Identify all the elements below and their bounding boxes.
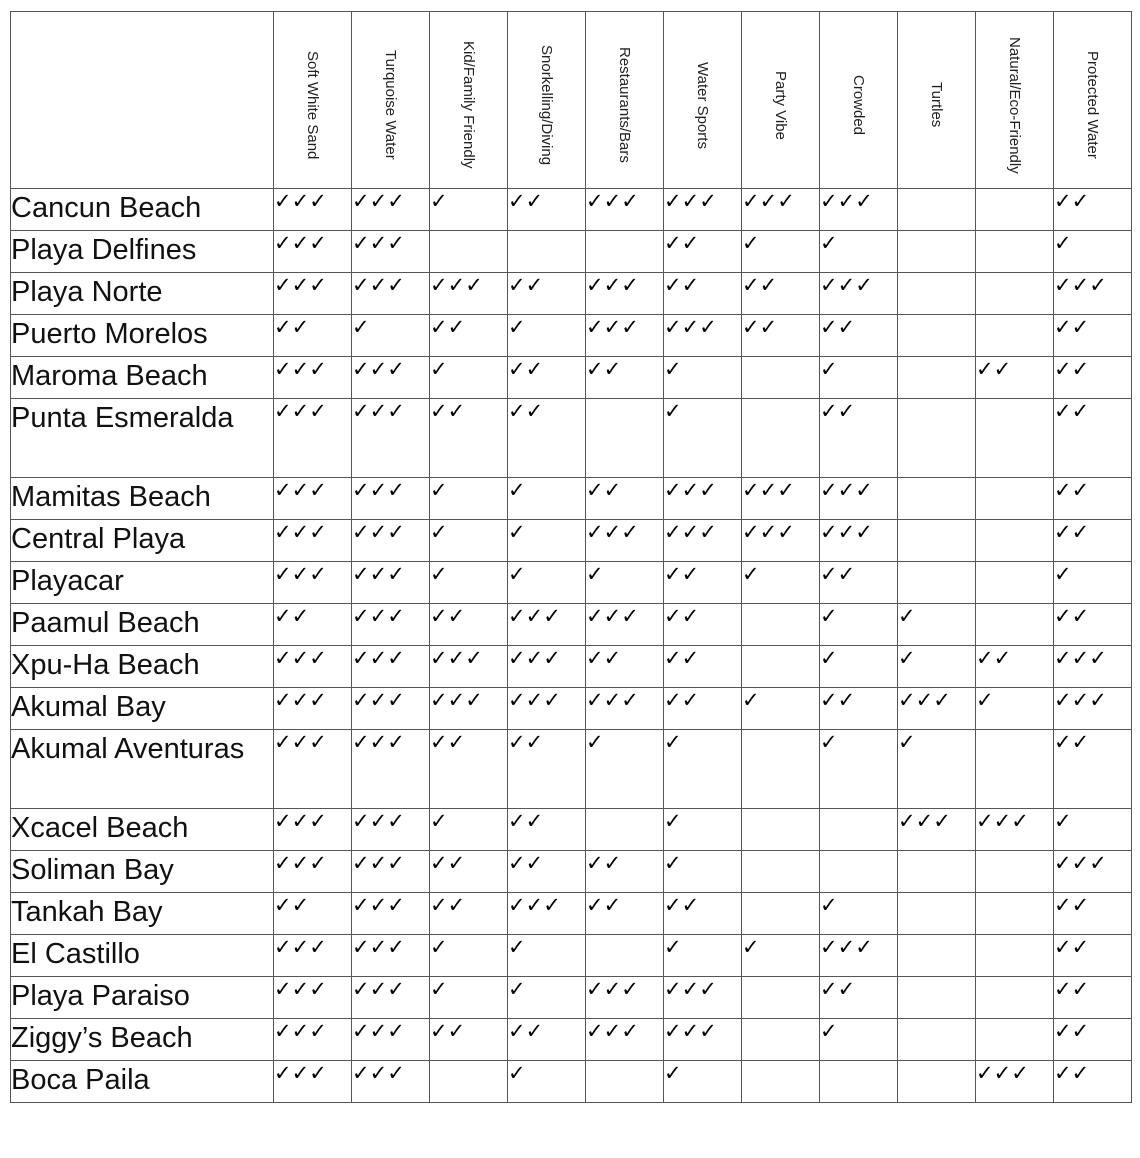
header-corner-cell: [11, 12, 274, 189]
column-header: [586, 12, 664, 189]
rating-cell: ✓: [976, 688, 1054, 730]
rating-cell: ✓✓: [430, 730, 508, 809]
rating-cell: [742, 646, 820, 688]
rating-cell: [898, 562, 976, 604]
table-row: [11, 189, 1132, 231]
table-row: [11, 688, 1132, 730]
rating-cell: ✓: [898, 730, 976, 809]
rating-cell: ✓✓✓: [352, 273, 430, 315]
beach-name-cell: Xcacel Beach: [11, 809, 274, 851]
rating-cell: [976, 231, 1054, 273]
rating-cell: ✓: [898, 646, 976, 688]
rating-cell: [742, 851, 820, 893]
rating-cell: ✓✓✓: [352, 809, 430, 851]
rating-cell: ✓: [664, 357, 742, 399]
table-row: [11, 357, 1132, 399]
rating-cell: ✓✓✓: [742, 520, 820, 562]
column-header: [820, 12, 898, 189]
rating-cell: ✓✓: [274, 604, 352, 646]
rating-cell: [586, 935, 664, 977]
beach-name-cell: Maroma Beach: [11, 357, 274, 399]
rating-cell: ✓✓: [430, 893, 508, 935]
rating-cell: ✓✓✓: [274, 1019, 352, 1061]
rating-cell: [898, 1019, 976, 1061]
rating-cell: ✓✓: [1054, 893, 1132, 935]
rating-cell: [976, 399, 1054, 478]
beach-name-cell: Punta Esmeralda: [11, 399, 274, 478]
rating-cell: ✓: [820, 893, 898, 935]
rating-cell: [820, 809, 898, 851]
rating-cell: ✓: [742, 231, 820, 273]
table-row: [11, 1019, 1132, 1061]
rating-cell: ✓✓: [586, 851, 664, 893]
rating-cell: ✓✓: [664, 562, 742, 604]
rating-cell: ✓: [508, 520, 586, 562]
rating-cell: ✓: [820, 730, 898, 809]
rating-cell: ✓✓✓: [352, 231, 430, 273]
rating-cell: ✓: [586, 562, 664, 604]
rating-cell: ✓✓✓: [274, 231, 352, 273]
rating-cell: ✓✓✓: [274, 562, 352, 604]
rating-cell: [586, 231, 664, 273]
rating-cell: ✓✓: [1054, 730, 1132, 809]
rating-cell: ✓✓: [274, 315, 352, 357]
table-row: [11, 851, 1132, 893]
rating-cell: [898, 851, 976, 893]
rating-cell: ✓: [664, 399, 742, 478]
table-row: [11, 646, 1132, 688]
column-header: [742, 12, 820, 189]
rating-cell: ✓✓: [1054, 399, 1132, 478]
table-row: [11, 977, 1132, 1019]
rating-cell: ✓✓✓: [586, 520, 664, 562]
rating-cell: ✓✓: [1054, 357, 1132, 399]
rating-cell: ✓✓: [664, 646, 742, 688]
column-header-label: Crowded: [850, 74, 867, 136]
rating-cell: ✓: [508, 478, 586, 520]
rating-cell: ✓: [586, 730, 664, 809]
table-row: [11, 935, 1132, 977]
rating-cell: ✓✓: [664, 688, 742, 730]
table-row: [11, 399, 1132, 478]
rating-cell: ✓✓✓: [352, 893, 430, 935]
rating-cell: ✓✓: [820, 399, 898, 478]
rating-cell: ✓✓: [586, 893, 664, 935]
table-row: [11, 730, 1132, 809]
rating-cell: ✓✓✓: [1054, 851, 1132, 893]
rating-cell: ✓✓: [820, 688, 898, 730]
rating-cell: ✓✓✓: [664, 478, 742, 520]
rating-cell: ✓✓✓: [898, 809, 976, 851]
rating-cell: ✓✓✓: [976, 809, 1054, 851]
rating-cell: ✓: [352, 315, 430, 357]
rating-cell: ✓✓: [508, 730, 586, 809]
rating-cell: ✓✓✓: [274, 357, 352, 399]
table-row: [11, 604, 1132, 646]
rating-cell: [898, 357, 976, 399]
rating-cell: ✓✓✓: [586, 688, 664, 730]
rating-cell: ✓✓✓: [352, 1061, 430, 1103]
table-row: [11, 1061, 1132, 1103]
beach-name-cell: Puerto Morelos: [11, 315, 274, 357]
rating-cell: [742, 893, 820, 935]
rating-cell: ✓✓✓: [352, 1019, 430, 1061]
rating-cell: ✓✓: [742, 315, 820, 357]
rating-cell: ✓✓✓: [430, 646, 508, 688]
rating-cell: ✓✓✓: [820, 189, 898, 231]
rating-cell: [976, 478, 1054, 520]
rating-cell: [898, 977, 976, 1019]
rating-cell: ✓✓: [820, 315, 898, 357]
rating-cell: ✓✓✓: [586, 1019, 664, 1061]
column-header-label: Soft White Sand: [304, 50, 321, 160]
rating-cell: [898, 399, 976, 478]
rating-cell: ✓✓✓: [508, 646, 586, 688]
column-header-label: Restaurants/Bars: [616, 47, 633, 163]
rating-cell: [976, 273, 1054, 315]
rating-cell: ✓✓✓: [274, 809, 352, 851]
rating-cell: ✓: [430, 809, 508, 851]
beach-name-cell: Paamul Beach: [11, 604, 274, 646]
beach-name-cell: Soliman Bay: [11, 851, 274, 893]
rating-cell: ✓✓✓: [352, 189, 430, 231]
rating-cell: ✓: [1054, 562, 1132, 604]
rating-cell: [742, 809, 820, 851]
rating-cell: ✓: [430, 357, 508, 399]
rating-cell: ✓✓✓: [352, 562, 430, 604]
rating-cell: ✓: [430, 520, 508, 562]
rating-cell: ✓✓: [508, 399, 586, 478]
rating-cell: ✓✓✓: [352, 357, 430, 399]
table-row: [11, 809, 1132, 851]
rating-cell: ✓✓✓: [664, 189, 742, 231]
rating-cell: ✓✓✓: [430, 688, 508, 730]
rating-cell: ✓: [664, 851, 742, 893]
rating-cell: ✓✓✓: [274, 935, 352, 977]
rating-cell: ✓✓: [742, 273, 820, 315]
rating-cell: [976, 315, 1054, 357]
rating-cell: ✓✓✓: [1054, 273, 1132, 315]
beach-name-cell: Playacar: [11, 562, 274, 604]
table-row: [11, 315, 1132, 357]
rating-cell: ✓✓: [664, 604, 742, 646]
rating-cell: [898, 478, 976, 520]
rating-cell: ✓: [820, 1019, 898, 1061]
rating-cell: ✓✓: [1054, 977, 1132, 1019]
rating-cell: ✓✓: [430, 1019, 508, 1061]
rating-cell: ✓✓: [1054, 520, 1132, 562]
beach-name-cell: Xpu-Ha Beach: [11, 646, 274, 688]
rating-cell: ✓✓: [664, 893, 742, 935]
rating-cell: ✓✓✓: [352, 935, 430, 977]
column-header-label: Snorkelling/Diving: [538, 44, 555, 166]
rating-cell: ✓✓✓: [1054, 646, 1132, 688]
rating-cell: ✓: [742, 935, 820, 977]
rating-cell: ✓✓✓: [352, 977, 430, 1019]
rating-cell: ✓✓: [508, 1019, 586, 1061]
rating-cell: ✓✓: [508, 851, 586, 893]
rating-cell: [586, 399, 664, 478]
rating-cell: ✓✓: [508, 809, 586, 851]
rating-cell: [430, 231, 508, 273]
rating-cell: ✓✓✓: [352, 520, 430, 562]
rating-cell: ✓: [430, 478, 508, 520]
column-header-label: Turquoise Water: [382, 50, 399, 160]
rating-cell: ✓✓✓: [274, 730, 352, 809]
rating-cell: ✓: [430, 935, 508, 977]
column-header-label: Turtles: [928, 82, 945, 128]
rating-cell: ✓: [508, 562, 586, 604]
rating-cell: ✓✓✓: [352, 730, 430, 809]
rating-cell: ✓✓✓: [820, 520, 898, 562]
rating-cell: ✓✓✓: [274, 478, 352, 520]
rating-cell: ✓✓: [586, 478, 664, 520]
rating-cell: ✓: [898, 604, 976, 646]
rating-cell: [976, 977, 1054, 1019]
rating-cell: [820, 1061, 898, 1103]
rating-cell: ✓✓: [976, 357, 1054, 399]
rating-cell: ✓: [820, 231, 898, 273]
table-row: [11, 562, 1132, 604]
column-header: [430, 12, 508, 189]
rating-cell: [430, 1061, 508, 1103]
column-header-label: Kid/Family Friendly: [460, 41, 477, 169]
rating-cell: ✓✓✓: [508, 688, 586, 730]
rating-cell: ✓✓: [664, 231, 742, 273]
rating-cell: ✓✓: [1054, 1019, 1132, 1061]
rating-cell: ✓✓: [1054, 1061, 1132, 1103]
rating-cell: ✓✓✓: [898, 688, 976, 730]
rating-cell: ✓✓✓: [586, 977, 664, 1019]
rating-cell: ✓✓✓: [352, 399, 430, 478]
rating-cell: ✓: [820, 604, 898, 646]
column-header: [1054, 12, 1132, 189]
column-header: [898, 12, 976, 189]
rating-cell: [508, 231, 586, 273]
rating-cell: ✓✓✓: [274, 273, 352, 315]
rating-cell: ✓✓✓: [742, 478, 820, 520]
rating-cell: ✓: [430, 189, 508, 231]
beach-name-cell: Cancun Beach: [11, 189, 274, 231]
rating-cell: [898, 273, 976, 315]
table-body: [11, 189, 1132, 1103]
rating-cell: ✓: [664, 809, 742, 851]
table-row: [11, 231, 1132, 273]
rating-cell: ✓✓: [1054, 604, 1132, 646]
rating-cell: ✓✓: [1054, 478, 1132, 520]
rating-cell: ✓✓✓: [274, 399, 352, 478]
rating-cell: ✓✓✓: [976, 1061, 1054, 1103]
rating-cell: ✓✓✓: [586, 315, 664, 357]
rating-cell: ✓✓✓: [430, 273, 508, 315]
rating-cell: [898, 231, 976, 273]
rating-cell: ✓✓: [508, 189, 586, 231]
rating-cell: ✓: [508, 935, 586, 977]
rating-cell: ✓✓✓: [820, 273, 898, 315]
rating-cell: ✓: [820, 646, 898, 688]
rating-cell: [898, 520, 976, 562]
rating-cell: [976, 1019, 1054, 1061]
rating-cell: ✓✓✓: [274, 189, 352, 231]
beach-name-cell: Playa Paraiso: [11, 977, 274, 1019]
rating-cell: ✓: [1054, 231, 1132, 273]
rating-cell: [742, 399, 820, 478]
rating-cell: [976, 935, 1054, 977]
beach-name-cell: Central Playa: [11, 520, 274, 562]
rating-cell: [898, 189, 976, 231]
rating-cell: ✓✓✓: [274, 977, 352, 1019]
column-header-label: Natural/Eco-Friendly: [1006, 36, 1023, 174]
column-header-label: Protected Water: [1084, 51, 1101, 159]
rating-cell: ✓✓✓: [664, 520, 742, 562]
rating-cell: ✓✓✓: [352, 604, 430, 646]
column-header: [274, 12, 352, 189]
column-header: [976, 12, 1054, 189]
rating-cell: ✓✓: [586, 646, 664, 688]
beach-name-cell: Playa Norte: [11, 273, 274, 315]
rating-cell: ✓✓✓: [586, 189, 664, 231]
rating-cell: ✓✓✓: [352, 646, 430, 688]
rating-cell: ✓✓: [508, 357, 586, 399]
rating-cell: [976, 189, 1054, 231]
rating-cell: ✓: [430, 977, 508, 1019]
rating-cell: ✓✓✓: [1054, 688, 1132, 730]
beach-name-cell: El Castillo: [11, 935, 274, 977]
beach-name-cell: Tankah Bay: [11, 893, 274, 935]
rating-cell: ✓✓: [976, 646, 1054, 688]
rating-cell: ✓: [820, 357, 898, 399]
rating-cell: [976, 851, 1054, 893]
beach-comparison-table: [10, 11, 1132, 1103]
table-row: [11, 893, 1132, 935]
column-header: [664, 12, 742, 189]
rating-cell: ✓: [1054, 809, 1132, 851]
rating-cell: [976, 562, 1054, 604]
rating-cell: ✓✓✓: [352, 688, 430, 730]
rating-cell: [742, 977, 820, 1019]
column-header-label: Water Sports: [694, 61, 711, 149]
rating-cell: ✓✓✓: [586, 273, 664, 315]
rating-cell: ✓✓✓: [352, 851, 430, 893]
rating-cell: ✓✓: [664, 273, 742, 315]
rating-cell: ✓: [664, 935, 742, 977]
rating-cell: ✓: [664, 1061, 742, 1103]
rating-cell: ✓✓✓: [742, 189, 820, 231]
column-header: [508, 12, 586, 189]
rating-cell: [898, 315, 976, 357]
rating-cell: ✓: [430, 562, 508, 604]
rating-cell: [742, 604, 820, 646]
rating-cell: ✓✓: [508, 273, 586, 315]
rating-cell: ✓✓✓: [274, 520, 352, 562]
rating-cell: ✓✓: [1054, 189, 1132, 231]
rating-cell: [586, 809, 664, 851]
rating-cell: ✓✓✓: [274, 688, 352, 730]
rating-cell: ✓✓: [820, 977, 898, 1019]
rating-cell: ✓✓✓: [820, 478, 898, 520]
rating-cell: ✓✓✓: [664, 977, 742, 1019]
rating-cell: ✓✓✓: [274, 646, 352, 688]
column-header: [352, 12, 430, 189]
rating-cell: [976, 730, 1054, 809]
rating-cell: ✓✓✓: [274, 1061, 352, 1103]
rating-cell: ✓: [508, 977, 586, 1019]
rating-cell: ✓✓✓: [508, 893, 586, 935]
rating-cell: ✓✓: [430, 604, 508, 646]
rating-cell: [820, 851, 898, 893]
table-row: [11, 273, 1132, 315]
rating-cell: ✓✓: [430, 851, 508, 893]
column-header-label: Party Vibe: [772, 70, 789, 140]
rating-cell: ✓✓: [430, 399, 508, 478]
table-row: [11, 520, 1132, 562]
rating-cell: ✓✓: [820, 562, 898, 604]
rating-cell: [586, 1061, 664, 1103]
rating-cell: ✓✓✓: [508, 604, 586, 646]
rating-cell: ✓: [742, 562, 820, 604]
rating-cell: ✓: [664, 730, 742, 809]
rating-cell: ✓✓: [1054, 315, 1132, 357]
rating-cell: ✓: [508, 315, 586, 357]
rating-cell: [976, 893, 1054, 935]
rating-cell: [898, 1061, 976, 1103]
beach-name-cell: Mamitas Beach: [11, 478, 274, 520]
rating-cell: ✓✓✓: [664, 1019, 742, 1061]
rating-cell: ✓✓: [586, 357, 664, 399]
rating-cell: [742, 1019, 820, 1061]
rating-cell: [742, 730, 820, 809]
rating-cell: [898, 935, 976, 977]
rating-cell: [742, 357, 820, 399]
rating-cell: ✓✓: [1054, 935, 1132, 977]
beach-name-cell: Ziggy’s Beach: [11, 1019, 274, 1061]
table-row: [11, 478, 1132, 520]
rating-cell: [976, 520, 1054, 562]
rating-cell: ✓✓✓: [664, 315, 742, 357]
rating-cell: ✓: [508, 1061, 586, 1103]
header-row: [11, 12, 1132, 189]
rating-cell: ✓✓: [430, 315, 508, 357]
rating-cell: ✓✓✓: [274, 851, 352, 893]
rating-cell: [742, 1061, 820, 1103]
beach-name-cell: Playa Delfines: [11, 231, 274, 273]
beach-name-cell: Akumal Aventuras: [11, 730, 274, 809]
rating-cell: [898, 893, 976, 935]
rating-cell: ✓: [742, 688, 820, 730]
rating-cell: [976, 604, 1054, 646]
rating-cell: ✓✓✓: [586, 604, 664, 646]
rating-cell: ✓✓✓: [820, 935, 898, 977]
beach-name-cell: Akumal Bay: [11, 688, 274, 730]
beach-name-cell: Boca Paila: [11, 1061, 274, 1103]
rating-cell: ✓✓✓: [352, 478, 430, 520]
rating-cell: ✓✓: [274, 893, 352, 935]
